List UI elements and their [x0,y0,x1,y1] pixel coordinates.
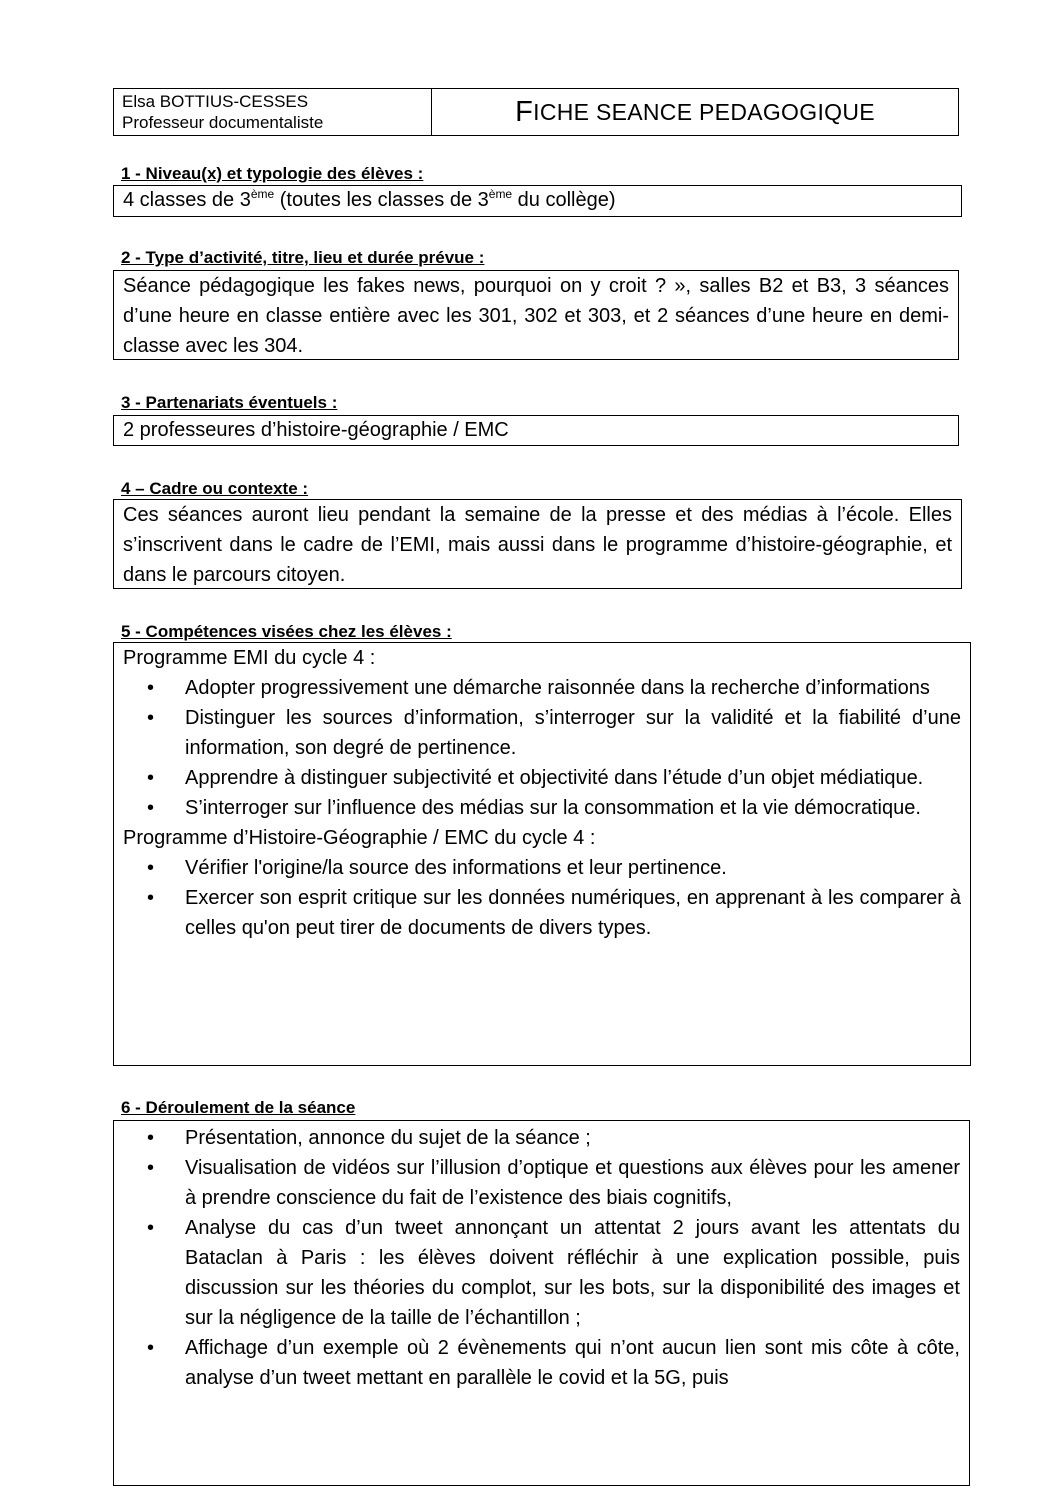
section4-box [113,499,962,589]
author-cell [114,89,432,135]
list-item: • Exercer son esprit critique sur les données numériques, en apprenant à les comparer à celles qu'on peut tirer de documents de divers types. [123,883,961,943]
section4-text: Ces séances auront lieu pendant la semaine de la presse et des médias à l’école. Elles s’inscrivent dans le cadre de l’EMI, mais aussi dans le programme d’histoire-géographie, et dans le parcours citoyen. [123,504,952,586]
section2-box [113,270,959,360]
document-title [432,89,958,135]
section3-box [113,415,959,446]
author-name: Elsa BOTTIUS-CESSES [122,92,309,111]
list-item: • Affichage d’un exemple où 2 évènements qui n’ont aucun lien sont mis côte à côte, analyse d’un tweet mettant en parallèle le covid et la 5G, puis [123,1333,960,1393]
list-item: • Apprendre à distinguer subjectivité et objectivité dans l’étude d’un objet médiatique. [123,763,961,793]
section3-text: 2 professeures d’histoire-géographie / EMC [123,419,509,441]
section1-text-part1: 4 classes de 3 [123,189,251,211]
section1-text-part3: du collège) [512,189,616,211]
section1-sup1: ème [250,187,275,201]
section6-box [113,1120,970,1486]
list-item: • Analyse du cas d’un tweet annonçant un attentat 2 jours avant les attentats du Bataclan à Paris : les élèves doivent réfléchir à une explication possible, puis discussion sur les théories du complot, sur les bots, sur la disponibilité des images et sur la négligence de la taille de l’échantillon ; [123,1213,960,1333]
section1-text-part2: (toutes les classes de 3 [274,189,489,211]
section5-heading: 5 - Compétences visées chez les élèves : [121,622,452,641]
list-item: • Présentation, annonce du sujet de la séance ; [123,1123,960,1153]
section5-list-emi [123,673,961,823]
title-first-letter: F [515,95,534,128]
section1-sup2: ème [488,187,513,201]
section1-heading: 1 - Niveau(x) et typologie des élèves : [121,164,424,183]
list-item: • Adopter progressivement une démarche raisonnée dans la recherche d’informations [123,673,961,703]
header-table [113,88,959,136]
section6-heading: 6 - Déroulement de la séance [121,1098,356,1117]
section6-list [123,1123,960,1393]
section5-box [113,642,971,1066]
section4-heading: 4 – Cadre ou contexte : [121,479,309,498]
section1-box [113,185,962,217]
section3-heading: 3 - Partenariats éventuels : [121,393,338,412]
section2-heading: 2 - Type d’activité, titre, lieu et durée prévue : [121,248,485,267]
section5-intro-emi: Programme EMI du cycle 4 : [123,647,376,669]
section2-text: Séance pédagogique les fakes news, pourquoi on y croit ? », salles B2 et B3, 3 séances d’une heure en classe entière avec les 301, 302 et 303, et 2 séances d’une heure en demi-classe avec les 304. [123,275,949,357]
author-role: Professeur documentaliste [122,113,324,132]
list-item: • Distinguer les sources d’information, s’interroger sur la validité et la fiabilité d’une information, son degré de pertinence. [123,703,961,763]
section5-intro-hg: Programme d’Histoire-Géographie / EMC du cycle 4 : [123,827,596,849]
list-item: • S’interroger sur l’influence des médias sur la consommation et la vie démocratique. [123,793,961,823]
section5-list-hg [123,853,961,943]
list-item: • Vérifier l'origine/la source des informations et leur pertinence. [123,853,961,883]
list-item: • Visualisation de vidéos sur l’illusion d’optique et questions aux élèves pour les amener à prendre conscience du fait de l’existence des biais cognitifs, [123,1153,960,1213]
title-rest: ICHE SEANCE PEDAGOGIQUE [533,98,875,125]
